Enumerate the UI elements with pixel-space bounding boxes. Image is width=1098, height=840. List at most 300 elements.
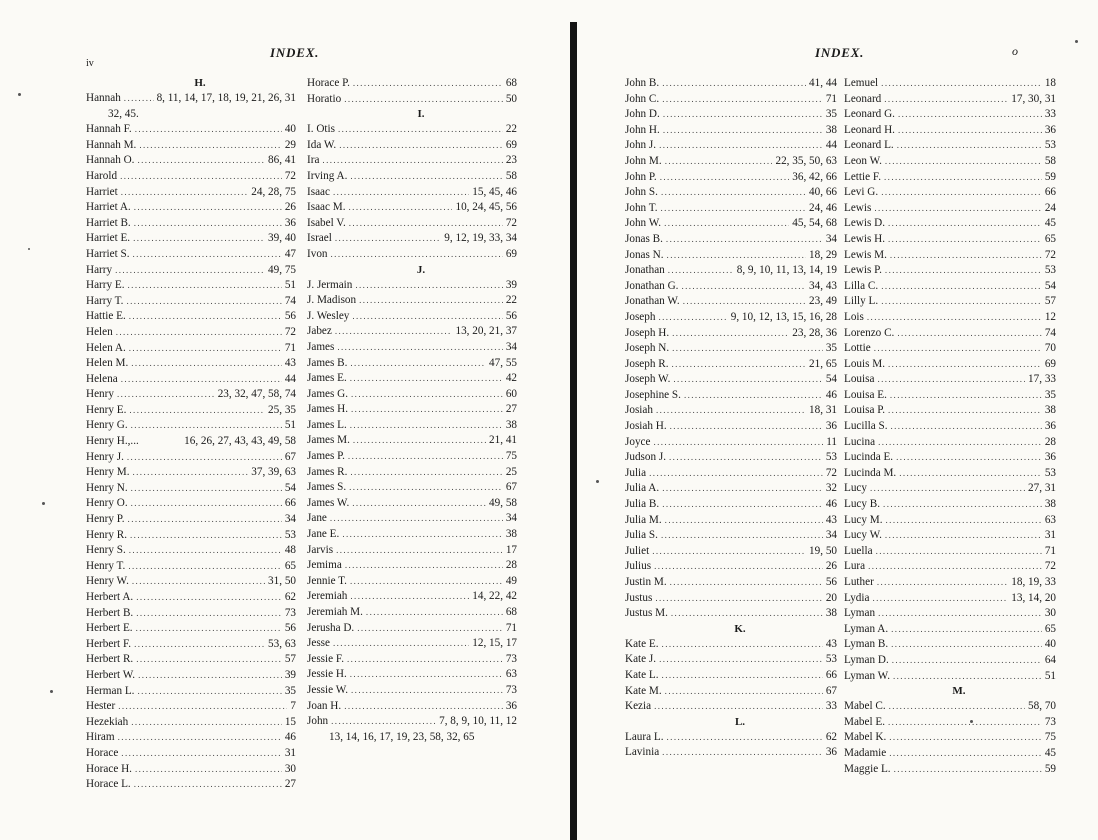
dot-leader xyxy=(885,154,1042,170)
dot-leader xyxy=(352,309,502,325)
index-section xyxy=(625,715,837,761)
index-entry xyxy=(307,543,517,559)
entry-name: Leon W. xyxy=(844,154,882,167)
dot-leader xyxy=(868,559,1042,575)
dot-leader xyxy=(672,341,823,357)
entry-name: Herbert A. xyxy=(86,591,134,603)
entry-name: Harry E. xyxy=(86,279,125,292)
dot-leader xyxy=(131,481,282,497)
dot-leader xyxy=(333,636,469,652)
entry-pages: 64 xyxy=(1044,653,1056,666)
entry-name: Harriet B. xyxy=(86,216,131,229)
entry-name: Lettie F. xyxy=(844,170,882,183)
entry-pages: 22, 35, 50, 63 xyxy=(775,154,837,167)
entry-name: Hester xyxy=(86,700,116,713)
index-entry xyxy=(844,248,1056,264)
dot-leader xyxy=(339,138,503,154)
dot-leader xyxy=(670,419,823,435)
entry-pages: 72 xyxy=(825,466,837,479)
dot-leader xyxy=(349,480,503,496)
dot-leader xyxy=(885,528,1042,544)
entry-name: Lyman B. xyxy=(844,638,889,651)
dot-leader xyxy=(349,200,453,216)
dot-leader xyxy=(683,294,806,310)
entry-name: Herbert B. xyxy=(86,606,134,619)
entry-name: Juliet xyxy=(625,544,650,557)
dot-leader xyxy=(131,356,282,372)
dot-leader xyxy=(881,185,1042,201)
index-entry xyxy=(86,309,296,325)
dot-leader xyxy=(890,388,1042,404)
entry-pages: 36 xyxy=(1044,451,1056,464)
entry-pages: 38 xyxy=(1044,404,1056,417)
index-entry xyxy=(844,419,1056,435)
page-header: INDEX. xyxy=(270,45,320,60)
dot-leader xyxy=(136,621,282,637)
dot-leader xyxy=(351,683,503,699)
index-entry xyxy=(86,372,296,388)
entry-name: Jeremiah xyxy=(307,590,348,603)
index-entry xyxy=(625,652,837,668)
entry-name: I. Otis xyxy=(307,123,335,136)
index-entry xyxy=(625,263,837,279)
index-column-1 xyxy=(86,76,296,793)
entry-pages: 27 xyxy=(505,403,517,416)
entry-pages: 27, 31 xyxy=(1028,482,1056,495)
entry-name: Henry O. xyxy=(86,497,128,510)
index-entry xyxy=(844,653,1056,669)
entry-pages: 53 xyxy=(1044,264,1056,277)
entry-pages: 73 xyxy=(505,683,517,696)
dot-leader xyxy=(681,279,806,295)
entry-pages: 36 xyxy=(825,746,837,759)
index-entry xyxy=(844,107,1056,123)
entry-pages: 74 xyxy=(1044,326,1056,339)
entry-name: Lucinda E. xyxy=(844,451,894,464)
dot-leader xyxy=(129,309,282,325)
entry-name: Luella xyxy=(844,544,873,557)
entry-pages: 73 xyxy=(505,652,517,665)
entry-name: Lucy xyxy=(844,482,867,495)
index-section xyxy=(625,76,837,622)
entry-name: Jeremiah M. xyxy=(307,606,363,618)
entry-pages: 45, 54, 68 xyxy=(792,217,837,230)
index-entry xyxy=(307,558,517,574)
dot-leader xyxy=(128,278,282,294)
dot-leader xyxy=(889,699,1025,715)
entry-pages: 53 xyxy=(825,653,837,666)
index-entry xyxy=(307,185,517,201)
paper-speck xyxy=(42,502,45,505)
dot-leader xyxy=(136,590,282,606)
entry-name: Lyman A. xyxy=(844,622,889,635)
index-entry xyxy=(625,466,837,482)
entry-pages: 36, 42, 66 xyxy=(792,170,837,183)
section-letter: J. xyxy=(416,263,426,276)
dot-leader xyxy=(338,122,503,138)
paper-speck xyxy=(970,720,973,723)
index-entry xyxy=(307,683,517,699)
entry-name: Harry xyxy=(86,263,113,276)
entry-pages: 40 xyxy=(1044,638,1056,651)
dot-leader xyxy=(661,201,807,217)
index-entry xyxy=(86,450,296,466)
entry-pages: 36 xyxy=(505,699,517,712)
entry-name: John M. xyxy=(625,154,662,167)
entry-pages: 44 xyxy=(825,139,837,152)
index-entry xyxy=(844,591,1056,607)
index-entry xyxy=(844,513,1056,529)
entry-name: Helen M. xyxy=(86,357,129,370)
index-entry xyxy=(844,528,1056,544)
paper-speck xyxy=(28,248,30,250)
entry-name: Leonard L. xyxy=(844,139,894,152)
entry-pages: 28 xyxy=(505,559,517,572)
index-entry xyxy=(86,715,296,731)
entry-name: Herbert E. xyxy=(86,622,133,635)
index-entry xyxy=(625,372,837,388)
index-section xyxy=(307,263,517,746)
index-entry xyxy=(86,699,296,715)
index-entry xyxy=(86,185,296,201)
index-entry xyxy=(86,730,296,746)
index-entry xyxy=(307,621,517,637)
entry-pages: 33 xyxy=(825,700,837,713)
entry-name: Joseph H. xyxy=(625,326,670,339)
entry-pages: 14, 22, 42 xyxy=(472,590,517,603)
dot-leader xyxy=(656,403,806,419)
entry-pages: 9, 12, 19, 33, 34 xyxy=(444,232,517,245)
entry-pages: 18, 31 xyxy=(809,404,837,417)
index-entry xyxy=(307,636,517,652)
dot-leader xyxy=(134,777,282,793)
entry-name: Lewis M. xyxy=(844,248,887,261)
dot-leader xyxy=(137,684,281,700)
entry-name: Herman L. xyxy=(86,684,135,697)
entry-name: Laura L. xyxy=(625,730,664,743)
dot-leader xyxy=(661,528,823,544)
entry-pages: 46 xyxy=(825,388,837,401)
entry-pages: 72 xyxy=(284,325,296,338)
index-entry xyxy=(625,201,837,217)
entry-name: John D. xyxy=(625,108,660,121)
dot-leader xyxy=(654,699,823,715)
index-entry xyxy=(844,294,1056,310)
index-entry xyxy=(844,216,1056,232)
index-entry xyxy=(625,123,837,139)
book-spine xyxy=(570,22,577,840)
index-entry xyxy=(307,356,517,372)
dot-leader xyxy=(898,107,1042,123)
index-entry xyxy=(307,699,517,715)
entry-name: Herbert W. xyxy=(86,668,136,681)
entry-pages: 72 xyxy=(505,216,517,229)
entry-pages: 72 xyxy=(1044,560,1056,573)
entry-name: Kezia xyxy=(625,700,652,713)
dot-leader xyxy=(337,340,502,356)
entry-name: Henry W. xyxy=(86,575,129,588)
dot-leader xyxy=(344,699,503,715)
dot-leader xyxy=(663,107,823,123)
entry-name: Hannah M. xyxy=(86,138,137,151)
index-entry xyxy=(86,231,296,247)
dot-leader xyxy=(355,278,502,294)
index-entry xyxy=(86,216,296,232)
entry-pages: 35 xyxy=(284,684,296,697)
index-entry xyxy=(625,154,837,170)
entry-pages: 62 xyxy=(825,730,837,743)
dot-leader xyxy=(136,652,282,668)
entry-pages: 58 xyxy=(1044,154,1056,167)
dot-leader xyxy=(128,559,281,575)
entry-pages: 13, 20, 21, 37 xyxy=(455,325,517,338)
index-entry xyxy=(844,606,1056,622)
entry-name: Maggie L. xyxy=(844,762,891,775)
entry-pages: 42 xyxy=(505,372,517,385)
entry-name: Jessie W. xyxy=(307,683,349,696)
entry-pages: 49, 58 xyxy=(489,496,517,509)
entry-pages: 67 xyxy=(505,481,517,494)
dot-leader xyxy=(881,279,1042,295)
entry-pages: 40, 66 xyxy=(809,186,837,199)
index-entry xyxy=(844,669,1056,685)
section-letter: M. xyxy=(952,685,966,698)
index-column-2 xyxy=(844,76,1056,777)
entry-pages: 67 xyxy=(825,684,837,697)
dot-leader xyxy=(661,185,806,201)
index-entry xyxy=(844,746,1056,762)
dot-leader xyxy=(897,138,1042,154)
index-entry xyxy=(307,418,517,434)
index-entry xyxy=(844,310,1056,326)
entry-name: Joseph R. xyxy=(625,357,669,370)
entry-pages: 47, 55 xyxy=(489,356,517,369)
entry-name: Leonard G. xyxy=(844,108,895,121)
entry-pages: 21, 41 xyxy=(489,434,517,447)
entry-pages: 19, 50 xyxy=(809,544,837,557)
index-entry xyxy=(86,637,296,653)
dot-leader xyxy=(897,326,1041,342)
entry-pages: 9, 10, 12, 13, 15, 16, 28 xyxy=(730,310,837,323)
dot-leader xyxy=(872,591,1008,607)
dot-leader xyxy=(673,372,822,388)
dot-leader xyxy=(322,153,502,169)
dot-leader xyxy=(124,91,154,107)
index-entry xyxy=(307,605,517,621)
dot-leader xyxy=(137,153,265,169)
index-entry xyxy=(625,388,837,404)
entry-name: Hiram xyxy=(86,731,115,744)
dot-leader xyxy=(655,591,822,607)
dot-leader xyxy=(130,528,282,544)
entry-name: John J. xyxy=(625,139,657,152)
index-entry xyxy=(86,559,296,575)
entry-pages: 63 xyxy=(1044,513,1056,526)
index-entry xyxy=(86,496,296,512)
entry-name: Kate E. xyxy=(625,637,659,650)
dot-leader xyxy=(668,263,734,279)
entry-name: Herbert F. xyxy=(86,637,132,650)
dot-leader xyxy=(893,669,1042,685)
index-entry xyxy=(86,122,296,138)
index-entry xyxy=(86,153,296,169)
dot-leader xyxy=(347,652,503,668)
entry-pages: 11 xyxy=(826,435,837,448)
entry-name: Hannah xyxy=(86,92,121,104)
entry-pages: 25, 35 xyxy=(268,403,296,416)
entry-name: Lottie xyxy=(844,342,871,355)
dot-leader xyxy=(344,92,503,108)
dot-leader xyxy=(117,387,215,403)
dot-leader xyxy=(350,589,469,605)
entry-pages: 38 xyxy=(505,528,517,541)
entry-name: Horatio xyxy=(307,92,342,105)
index-column-2 xyxy=(307,76,517,745)
dot-leader xyxy=(126,294,281,310)
paper-speck xyxy=(596,480,599,483)
index-entry xyxy=(844,466,1056,482)
index-entry xyxy=(844,154,1056,170)
entry-pages-continued: 13, 14, 16, 17, 19, 23, 58, 32, 65 xyxy=(329,730,475,743)
entry-name: Hattie E. xyxy=(86,310,126,323)
entry-name: Kate J. xyxy=(625,653,657,666)
entry-name: John S. xyxy=(625,186,658,199)
index-entry xyxy=(625,668,837,684)
index-entry xyxy=(625,591,837,607)
paper-speck xyxy=(18,93,21,96)
dot-leader xyxy=(350,574,503,590)
dot-leader xyxy=(649,466,823,482)
entry-name: Jonas B. xyxy=(625,232,663,245)
dot-leader xyxy=(662,637,823,653)
entry-name: Lewis xyxy=(844,201,872,214)
entry-name: Jonathan xyxy=(625,264,665,277)
dot-leader xyxy=(353,433,486,449)
index-entry xyxy=(625,559,837,575)
dot-leader xyxy=(359,293,503,309)
entry-pages: 75 xyxy=(505,450,517,463)
index-section xyxy=(844,684,1056,777)
entry-pages: 36 xyxy=(284,216,296,229)
entry-name: Jessie F. xyxy=(307,652,345,665)
dot-leader xyxy=(350,169,502,185)
entry-name: Luther xyxy=(844,576,874,588)
entry-name: Lavinia xyxy=(625,746,660,759)
entry-pages: 20 xyxy=(825,591,837,604)
entry-pages: 66 xyxy=(284,497,296,510)
entry-name: James M. xyxy=(307,434,350,447)
entry-pages: 72 xyxy=(1044,248,1056,261)
entry-name: James G. xyxy=(307,387,349,400)
index-entry xyxy=(307,589,517,605)
dot-leader xyxy=(336,543,503,559)
index-entry xyxy=(625,216,837,232)
dot-leader xyxy=(899,466,1042,482)
entry-name: Louisa E. xyxy=(844,388,887,401)
index-entry xyxy=(625,138,837,154)
entry-pages: 34 xyxy=(825,529,837,542)
dot-leader xyxy=(663,123,823,139)
entry-pages: 27 xyxy=(284,778,296,791)
index-entry xyxy=(625,92,837,108)
entry-pages: 25 xyxy=(505,465,517,478)
entry-pages: 49, 75 xyxy=(268,263,296,276)
dot-leader xyxy=(132,574,265,590)
entry-pages: 53 xyxy=(284,528,296,541)
entry-pages: 86, 41 xyxy=(268,154,296,167)
entry-name: Isabel V. xyxy=(307,216,346,229)
dot-leader xyxy=(891,419,1042,435)
index-entry xyxy=(307,92,517,108)
dot-leader xyxy=(134,637,265,653)
index-entry xyxy=(86,403,296,419)
entry-pages: 26 xyxy=(825,560,837,573)
dot-leader xyxy=(652,544,806,560)
entry-pages: 18, 29 xyxy=(809,248,837,261)
entry-name: Jessie H. xyxy=(307,668,347,681)
entry-name: Horace H. xyxy=(86,762,132,775)
index-entry xyxy=(86,746,296,762)
entry-pages: 22 xyxy=(505,294,517,307)
dot-leader xyxy=(335,231,441,247)
index-entry xyxy=(844,92,1056,108)
index-entry xyxy=(86,574,296,590)
dot-leader xyxy=(876,544,1042,560)
index-entry xyxy=(86,418,296,434)
entry-pages: 51 xyxy=(284,279,296,292)
entry-name: Mabel K. xyxy=(844,731,887,744)
entry-pages: 62 xyxy=(284,591,296,603)
dot-leader xyxy=(121,746,282,762)
entry-pages: 58, 70 xyxy=(1028,700,1056,713)
entry-pages: 60 xyxy=(505,387,517,400)
entry-pages: 44 xyxy=(284,372,296,385)
entry-name: Kate L. xyxy=(625,668,659,681)
entry-name: Madamie xyxy=(844,746,887,759)
entry-name: Julia M. xyxy=(625,513,662,526)
entry-pages: 12 xyxy=(1044,310,1056,323)
entry-pages: 73 xyxy=(284,606,296,619)
dot-leader xyxy=(662,481,823,497)
entry-pages: 34 xyxy=(825,232,837,245)
entry-name: Ida W. xyxy=(307,138,337,151)
index-entry xyxy=(86,668,296,684)
dot-leader xyxy=(366,605,503,621)
entry-name: Jabez xyxy=(307,325,332,338)
index-entry xyxy=(625,637,837,653)
dot-leader xyxy=(333,185,469,201)
entry-name: Jonathan W. xyxy=(625,295,680,308)
index-entry xyxy=(625,357,837,373)
dot-leader xyxy=(660,170,790,186)
entry-name: Lucinda M. xyxy=(844,466,897,479)
entry-name: Harry T. xyxy=(86,294,124,307)
entry-name: Josiah xyxy=(625,404,653,417)
entry-pages: 46 xyxy=(284,731,296,744)
dot-leader xyxy=(667,730,823,746)
index-entry xyxy=(307,138,517,154)
entry-name: Louisa P. xyxy=(844,404,886,417)
entry-name: James R. xyxy=(307,465,348,478)
dot-leader xyxy=(128,512,282,528)
index-entry xyxy=(844,341,1056,357)
entry-name: Harriet A. xyxy=(86,201,131,214)
entry-name: Henry H.,... xyxy=(86,435,139,448)
entry-pages: 68 xyxy=(505,606,517,618)
entry-name: Kate M. xyxy=(625,684,662,697)
entry-pages: 17, 33 xyxy=(1028,373,1056,386)
index-entry xyxy=(844,138,1056,154)
